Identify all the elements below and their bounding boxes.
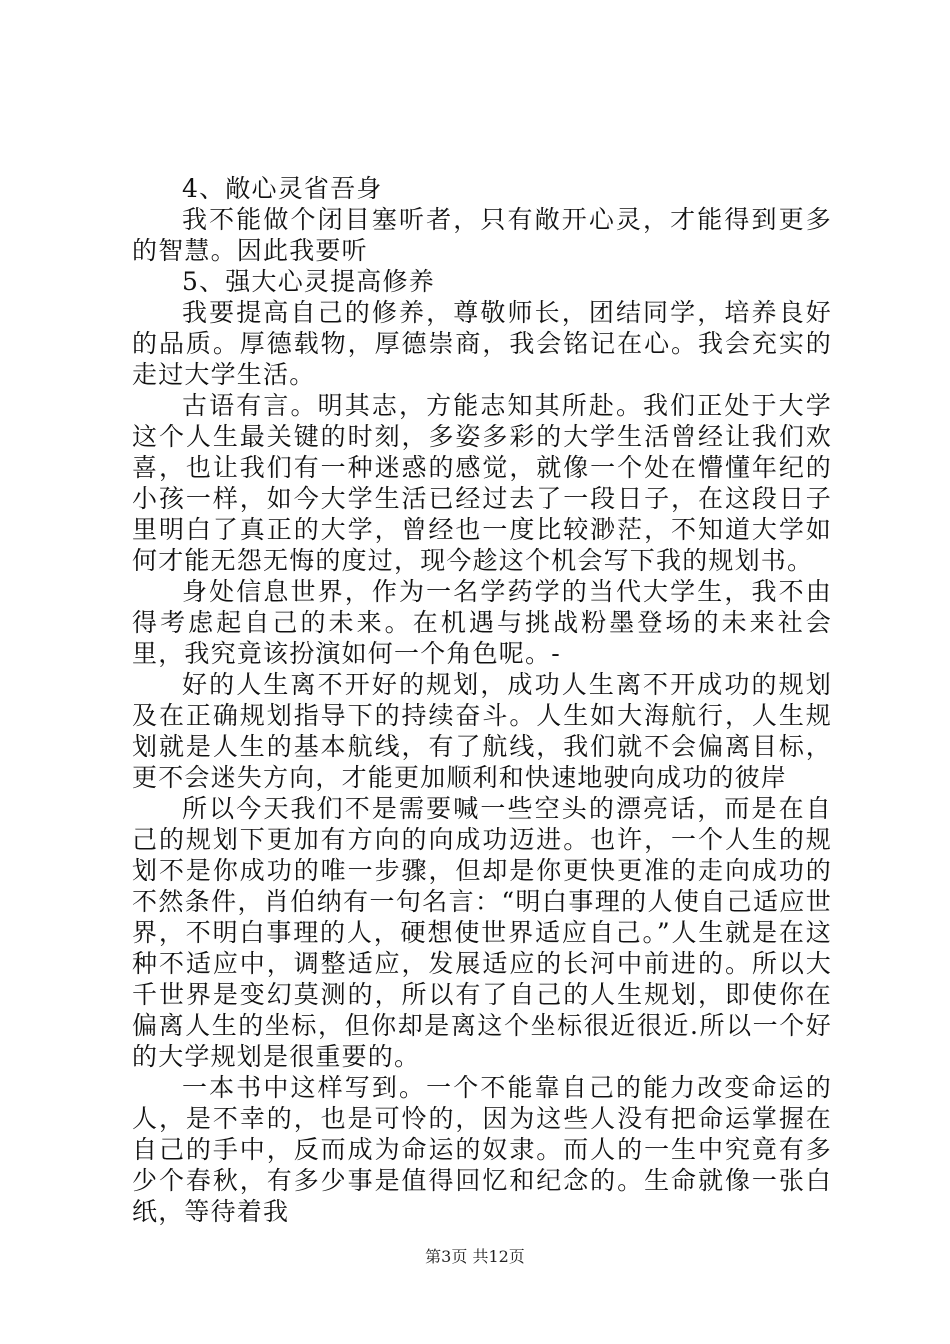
paragraph-2: 我要提高自己的修养，尊敬师长，团结同学，培养良好的品质。厚德载物，厚德崇商，我会铭记在心。我会充实的走过大学生活。: [132, 298, 832, 389]
paragraph-7: 一本书中这样写到。一个不能靠自己的能力改变命运的人，是不幸的，也是可怜的，因为这些人没有把命运掌握在自己的手中，反而成为命运的奴隶。而人的一生中究竟有多少个春秋，有多少事是值得回忆和纪念的。生命就像一张白纸，等待着我: [132, 1073, 832, 1226]
page-number-footer: 第3页 共12页: [425, 1247, 525, 1266]
paragraph-6: 所以今天我们不是需要喊一些空头的漂亮话，而是在自己的规划下更加有方向的向成功迈进。也许，一个人生的规划不是你成功的唯一步骤，但却是你更快更准的走向成功的不然条件，肖伯纳有一句名言：“明白事理的人使自己适应世界，不明白事理的人，硬想使世界适应自己。”人生就是在这种不适应中，调整适应，发展适应的长河中前进的。所以大千世界是变幻莫测的，所以有了自己的人生规划，即使你在偏离人生的坐标，但你却是离这个坐标很近很近.所以一个好的大学规划是很重要的。: [132, 794, 832, 1071]
paragraph-4: 身处信息世界，作为一名学药学的当代大学生，我不由得考虑起自己的未来。在机遇与挑战粉墨登场的未来社会里，我究竟该扮演如何一个角色呢。-: [132, 577, 832, 668]
section-heading-5: 5、强大心灵提高修养: [182, 267, 435, 296]
paragraph-1: 我不能做个闭目塞听者，只有敞开心灵，才能得到更多的智慧。因此我要听: [132, 205, 832, 265]
paragraph-3: 古语有言。明其志，方能志知其所赴。我们正处于大学这个人生最关键的时刻，多姿多彩的大学生活曾经让我们欢喜，也让我们有一种迷惑的感觉，就像一个处在懵懂年纪的小孩一样，如今大学生活已经过去了一段日子，在这段日子里明白了真正的大学，曾经也一度比较渺茫，不知道大学如何才能无怨无悔的度过，现今趁这个机会写下我的规划书。: [132, 391, 832, 575]
section-heading-4: 4、敞心灵省吾身: [182, 174, 383, 203]
document-body: [132, 173, 832, 1227]
paragraph-5: 好的人生离不开好的规划，成功人生离不开成功的规划及在正确规划指导下的持续奋斗。人生如大海航行，人生规划就是人生的基本航线，有了航线，我们就不会偏离目标，更不会迷失方向，才能更加顺利和快速地驶向成功的彼岸: [132, 670, 832, 792]
